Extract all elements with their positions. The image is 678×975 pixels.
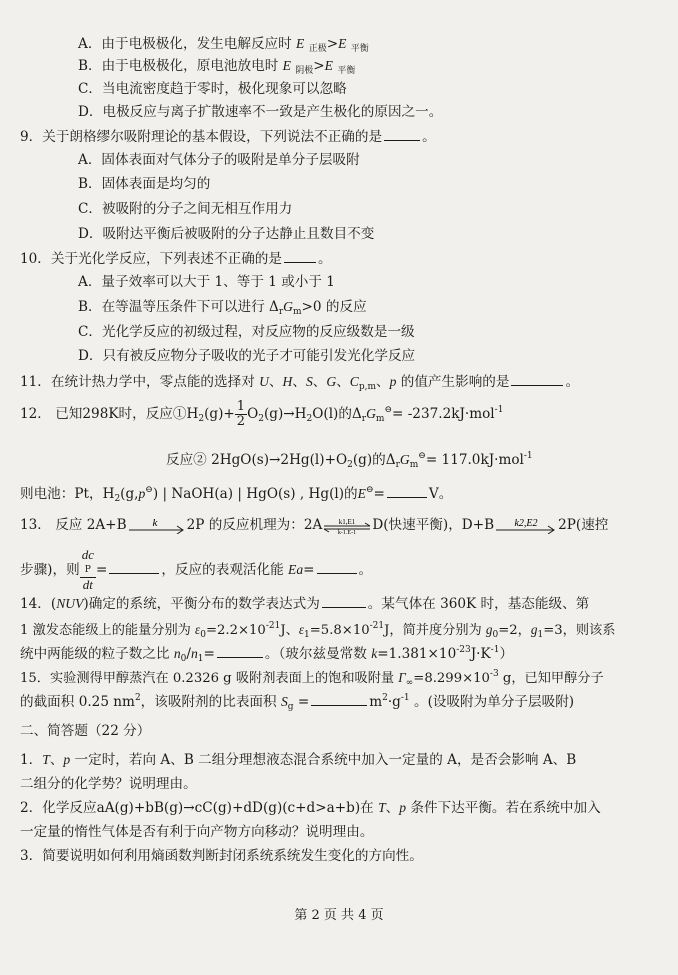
svg-text:k: k — [152, 517, 158, 529]
arrow-k — [127, 518, 187, 534]
question-15-line1: 15．实验测得甲醇蒸汽在 0.2326 g 吸附剂表面上的饱和吸附量 $\Gamma_\infty=8.299\times 10^{-3}$ g，已知甲醇分子 — [20, 669, 604, 688]
question-14-line3: 统中两能级的粒子数之比 $n_0/n_1=$ 。（玻尔兹曼常数 $k=1.381\times 10^{-23}J\cdot K^{-1}$） — [20, 645, 514, 664]
rate-fraction: dc P dt — [81, 547, 94, 592]
equilibrium-arrow — [322, 518, 372, 534]
svg-text:k1,E1: k1,E1 — [339, 517, 356, 526]
option-10b: B．在等温等压条件下可以进行 $\Delta_rG_m>0$ 的反应 — [78, 299, 367, 317]
option-9a: A．固体表面对气体分子的吸附是单分子层吸附 — [78, 152, 360, 168]
answer-blank — [387, 483, 427, 498]
option-8c: C．当电流密度趋于零时，极化现象可以忽略 — [78, 81, 347, 97]
answer-blank — [322, 593, 366, 608]
answer-blank — [217, 643, 263, 658]
answer-blank — [109, 559, 159, 574]
option-8b: B．由于电极极化，原电池放电时 E $_{阴极}$>E $_{平衡}$ — [78, 58, 356, 76]
question-12-line2: 反应② $2HgO(s)\to 2Hg(l)+O_2(g)$的$\Delta_rG_m^⊖= 117.0kJ\cdot mol^{-1}$ — [166, 451, 533, 470]
answer-blank — [311, 691, 367, 706]
question-14-line2: 1 激发态能级上的能量分别为 $\varepsilon_0=2.2\times 10^{-21}J$、$\varepsilon_1=5.8\times 10^{-21}J$，简并度分别为 $g_0=2$，$g_1=3$，则该系 — [20, 621, 616, 640]
page-footer: 第 2 页 共 4 页 — [294, 908, 384, 923]
question-12-line1: 12． 已知298K时，反应$①H_2(g)+$ $\frac{1}{2}$ $O_2(g)\to H_2O(l)$的$\Delta_rG_m^⊖= -237.2kJ\cdot mol^{-1}$ — [20, 399, 504, 429]
svg-text:k2,E2: k2,E2 — [514, 517, 538, 529]
svg-text:k-1,E-1: k-1,E-1 — [338, 529, 357, 534]
question-10 — [20, 248, 332, 268]
question-9 — [20, 126, 436, 146]
section-2-title: 二、简答题（22 分） — [20, 723, 151, 739]
question-14-line1: 14．(NUV)确定的系统，平衡分布的数学表达式为 。某气体在 360K 时，基态能级、第 — [20, 593, 589, 613]
option-9d: D．吸附达平衡后被吸附的分子达静止且数目不变 — [78, 226, 375, 242]
short-question-1-line1: 1．T、p 一定时，若向 A、B 二组分理想液态混合系统中加入一定量的 A，是否会影响 A、B — [20, 752, 577, 768]
short-question-3: 3．简要说明如何利用熵函数判断封闭系统系统发生变化的方向性。 — [20, 848, 423, 864]
option-8d: D．电极反应与离子扩散速率不一致是产生极化的原因之一。 — [78, 104, 443, 120]
question-11: 11．在统计热力学中，零点能的选择对 U、H、S、G、$C_{p,m}$、p 的值产生影响的是 。 — [20, 371, 579, 396]
question-9-end: 。 — [422, 129, 436, 145]
fraction-half: $\frac{1}{2}$ — [236, 399, 246, 429]
option-10c: C．光化学反应的初级过程，对反应物的反应级数是一级 — [78, 324, 415, 340]
short-question-1-line2: 二组分的化学势？说明理由。 — [20, 776, 197, 792]
question-15-line2: 的截面积 0.25 $nm^2$，该吸附剂的比表面积 $S_g = m^2\cdot g^{-1}$ 。(设吸附为单分子层吸附) — [20, 693, 575, 712]
question-13-line2: 步骤)，则 dc P dt = ，反应的表观活化能 Ea= 。 — [20, 547, 373, 592]
answer-blank — [284, 248, 316, 263]
answer-blank — [384, 126, 420, 141]
question-13-line1: 13． 反应 2A+B k 2P 的反应机理为：2A k1,E1 k-1,E-1 D(快速平衡)，D+B k2,E2 2P(速控 — [20, 517, 609, 534]
question-12-prefix: 12． 已知298K时，反应① — [20, 406, 187, 422]
question-10-end: 。 — [317, 251, 332, 267]
answer-blank — [317, 559, 357, 574]
arrow-k2 — [494, 518, 558, 534]
option-8a: A．由于电极极化，发生电解反应时 E $_{正极}$>E $_{平衡}$ — [78, 36, 369, 54]
question-9-stem: 9．关于朗格缪尔吸附理论的基本假设，下列说法不正确的是 — [20, 129, 383, 145]
option-10d: D．只有被反应物分子吸收的光子才可能引发光化学反应 — [78, 348, 416, 364]
question-12-line3: 则电池：Pt，$H_2(g,p^⊖)$ | NaOH(a) | HgO(s) , Hg(l)的E⊖= V。 — [20, 485, 453, 504]
option-9c: C．被吸附的分子之间无相互作用力 — [78, 201, 293, 217]
answer-blank — [511, 371, 563, 386]
short-question-2-line2: 一定量的惰性气体是否有利于向产物方向移动？说明理由。 — [20, 824, 374, 840]
option-9b: B．固体表面是均匀的 — [78, 176, 211, 192]
question-10-stem: 10．关于光化学反应，下列表述不正确的是 — [20, 251, 282, 267]
option-10a: A．量子效率可以大于 1、等于 1 或小于 1 — [78, 274, 335, 290]
short-question-2-line1: 2．化学反应aA(g)+bB(g)→cC(g)+dD(g)(c+d>a+b)在 T、p 条件下达平衡。若在系统中加入 — [20, 800, 601, 816]
